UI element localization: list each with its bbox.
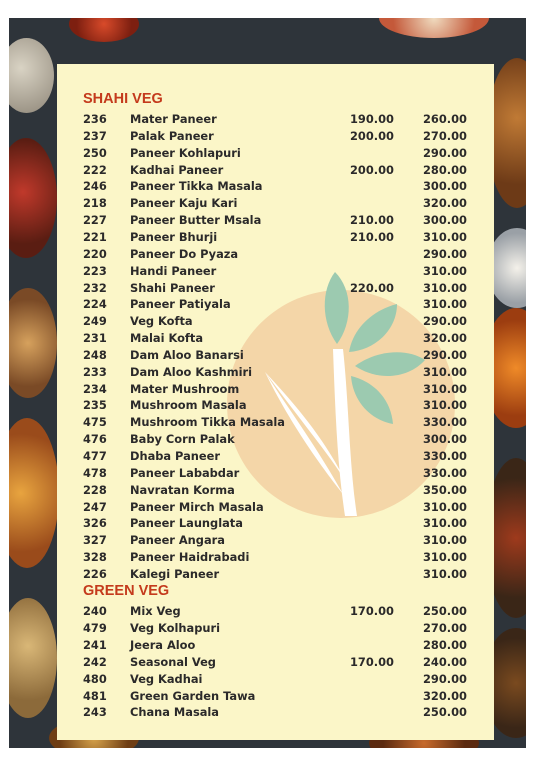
item-price-half: 210.00 — [350, 213, 394, 228]
item-price-full: 290.00 — [423, 246, 467, 261]
menu-item-row — [57, 515, 494, 532]
menu-item-row — [57, 313, 494, 330]
item-name: Palak Paneer — [130, 128, 214, 143]
item-name: Paneer Tikka Masala — [130, 179, 263, 194]
item-code: 241 — [83, 638, 107, 652]
item-price-half: 170.00 — [350, 654, 394, 669]
menu-item-row — [57, 178, 494, 195]
item-code: 240 — [83, 604, 107, 619]
item-code: 248 — [83, 347, 107, 362]
item-name: Paneer Angara — [130, 533, 225, 548]
menu-item-row — [57, 381, 494, 398]
item-code: 224 — [83, 297, 107, 312]
item-price-half: 220.00 — [350, 280, 394, 295]
item-price-full: 310.00 — [423, 499, 467, 514]
item-name: Dam Aloo Kashmiri — [130, 364, 253, 379]
item-code: 237 — [83, 128, 107, 143]
item-name: Kalegi Paneer — [130, 566, 220, 581]
item-price-full: 310.00 — [423, 550, 467, 565]
item-code: 231 — [83, 331, 107, 346]
item-name: Navratan Korma — [130, 482, 235, 497]
item-name: Shahi Paneer — [130, 280, 215, 295]
item-price-full: 280.00 — [423, 162, 467, 177]
menu-panel — [57, 64, 494, 740]
menu-page — [9, 18, 526, 748]
item-code: 227 — [83, 213, 107, 228]
menu-item-row — [57, 688, 494, 705]
item-price-half: 200.00 — [350, 128, 394, 143]
item-price-full: 260.00 — [423, 112, 467, 126]
item-code: 236 — [83, 112, 107, 126]
food-photo — [9, 38, 54, 113]
item-price-full: 310.00 — [423, 297, 467, 312]
item-name: Mater Paneer — [130, 112, 217, 126]
menu-item-row — [57, 704, 494, 721]
menu-item-row — [57, 347, 494, 364]
menu-item-row — [57, 229, 494, 246]
item-price-full: 290.00 — [423, 347, 467, 362]
item-price-full: 320.00 — [423, 331, 467, 346]
item-code: 250 — [83, 145, 107, 160]
item-code: 232 — [83, 280, 107, 295]
item-price-full: 320.00 — [423, 688, 467, 703]
item-price-full: 240.00 — [423, 654, 467, 669]
item-code: 481 — [83, 688, 107, 703]
item-price-full: 310.00 — [423, 229, 467, 244]
item-code: 475 — [83, 415, 107, 430]
item-code: 223 — [83, 263, 107, 278]
item-name: Paneer Bhurji — [130, 229, 218, 244]
menu-item-row — [57, 111, 494, 128]
item-code: 242 — [83, 654, 107, 669]
item-price-full: 310.00 — [423, 516, 467, 531]
menu-item-row — [57, 448, 494, 465]
item-price-full: 250.00 — [423, 705, 467, 720]
item-price-full: 310.00 — [423, 364, 467, 379]
menu-item-row — [57, 603, 494, 620]
menu-item-row — [57, 566, 494, 583]
item-name: Mushroom Masala — [130, 398, 247, 413]
section-title: SHAHI VEG — [83, 91, 163, 107]
item-name: Paneer Mirch Masala — [130, 499, 264, 514]
item-code: 247 — [83, 499, 107, 514]
item-code: 221 — [83, 229, 107, 244]
item-price-half: 170.00 — [350, 604, 394, 619]
menu-item-row — [57, 499, 494, 516]
item-code: 233 — [83, 364, 107, 379]
item-price-full: 310.00 — [423, 381, 467, 396]
item-price-full: 280.00 — [423, 638, 467, 652]
food-photo — [9, 138, 57, 258]
item-code: 246 — [83, 179, 107, 194]
item-price-half: 210.00 — [350, 229, 394, 244]
item-name: Handi Paneer — [130, 263, 217, 278]
item-price-full: 330.00 — [423, 415, 467, 430]
item-name: Malai Kofta — [130, 331, 204, 346]
menu-item-row — [57, 280, 494, 297]
menu-item-row — [57, 145, 494, 162]
item-code: 235 — [83, 398, 107, 413]
item-name: Veg Kofta — [130, 314, 193, 329]
item-code: 328 — [83, 550, 107, 565]
item-code: 479 — [83, 621, 107, 636]
menu-item-row — [57, 654, 494, 671]
item-price-half: 200.00 — [350, 162, 394, 177]
item-code: 220 — [83, 246, 107, 261]
item-code: 228 — [83, 482, 107, 497]
food-photo — [9, 418, 59, 568]
section-title: GREEN VEG — [83, 583, 170, 600]
menu-item-row — [57, 128, 494, 145]
item-name: Mater Mushroom — [130, 381, 240, 396]
item-name: Seasonal Veg — [130, 654, 216, 669]
menu-item-row — [57, 364, 494, 381]
item-name: Chana Masala — [130, 705, 219, 720]
menu-item-row — [57, 620, 494, 637]
menu-item-row — [57, 671, 494, 688]
item-name: Dhaba Paneer — [130, 449, 220, 463]
item-price-full: 310.00 — [423, 566, 467, 581]
item-name: Paneer Kohlapuri — [130, 145, 241, 160]
item-name: Veg Kadhai — [130, 671, 203, 686]
item-code: 478 — [83, 465, 107, 480]
item-code: 218 — [83, 196, 107, 211]
menu-item-row — [57, 263, 494, 280]
item-price-full: 310.00 — [423, 263, 467, 278]
item-code: 226 — [83, 566, 107, 581]
item-name: Mix Veg — [130, 604, 181, 619]
menu-item-row — [57, 637, 494, 654]
item-code: 234 — [83, 381, 107, 396]
menu-item-row — [57, 549, 494, 566]
item-name: Paneer Butter Msala — [130, 213, 262, 228]
item-price-full: 290.00 — [423, 145, 467, 160]
item-price-full: 330.00 — [423, 465, 467, 480]
item-code: 249 — [83, 314, 107, 329]
menu-item-row — [57, 414, 494, 431]
item-price-half: 190.00 — [350, 112, 394, 126]
item-name: Paneer Kaju Kari — [130, 196, 238, 211]
item-name: Veg Kolhapuri — [130, 621, 220, 636]
menu-item-row — [57, 212, 494, 229]
food-photo — [9, 288, 57, 398]
item-name: Green Garden Tawa — [130, 688, 256, 703]
menu-item-row — [57, 532, 494, 549]
item-name: Paneer Lababdar — [130, 465, 240, 480]
item-code: 222 — [83, 162, 107, 177]
item-name: Jeera Aloo — [130, 638, 196, 652]
item-price-full: 290.00 — [423, 314, 467, 329]
menu-item-row — [57, 296, 494, 313]
item-price-full: 290.00 — [423, 671, 467, 686]
item-price-full: 300.00 — [423, 179, 467, 194]
menu-item-row — [57, 465, 494, 482]
item-code: 327 — [83, 533, 107, 548]
item-price-full: 270.00 — [423, 621, 467, 636]
item-price-full: 330.00 — [423, 449, 467, 463]
menu-item-row — [57, 246, 494, 263]
item-name: Baby Corn Palak — [130, 432, 235, 447]
item-code: 476 — [83, 432, 107, 447]
item-name: Paneer Patiyala — [130, 297, 231, 312]
item-price-full: 300.00 — [423, 432, 467, 447]
item-name: Mushroom Tikka Masala — [130, 415, 285, 430]
food-photo — [9, 598, 57, 718]
item-code: 480 — [83, 671, 107, 686]
item-code: 326 — [83, 516, 107, 531]
item-code: 477 — [83, 449, 107, 463]
item-price-full: 250.00 — [423, 604, 467, 619]
item-price-full: 310.00 — [423, 398, 467, 413]
item-price-full: 310.00 — [423, 280, 467, 295]
menu-item-row — [57, 195, 494, 212]
item-name: Dam Aloo Banarsi — [130, 347, 244, 362]
item-price-full: 270.00 — [423, 128, 467, 143]
menu-item-row — [57, 397, 494, 414]
item-name: Paneer Launglata — [130, 516, 243, 531]
item-price-full: 300.00 — [423, 213, 467, 228]
menu-item-row — [57, 162, 494, 179]
menu-item-row — [57, 431, 494, 448]
item-name: Paneer Haidrabadi — [130, 550, 250, 565]
menu-item-row — [57, 482, 494, 499]
food-photo — [379, 18, 489, 38]
item-price-full: 320.00 — [423, 196, 467, 211]
food-photo — [69, 18, 139, 42]
item-price-full: 310.00 — [423, 533, 467, 548]
menu-item-row — [57, 330, 494, 347]
item-price-full: 350.00 — [423, 482, 467, 497]
item-name: Kadhai Paneer — [130, 162, 224, 177]
item-name: Paneer Do Pyaza — [130, 246, 239, 261]
item-code: 243 — [83, 705, 107, 720]
